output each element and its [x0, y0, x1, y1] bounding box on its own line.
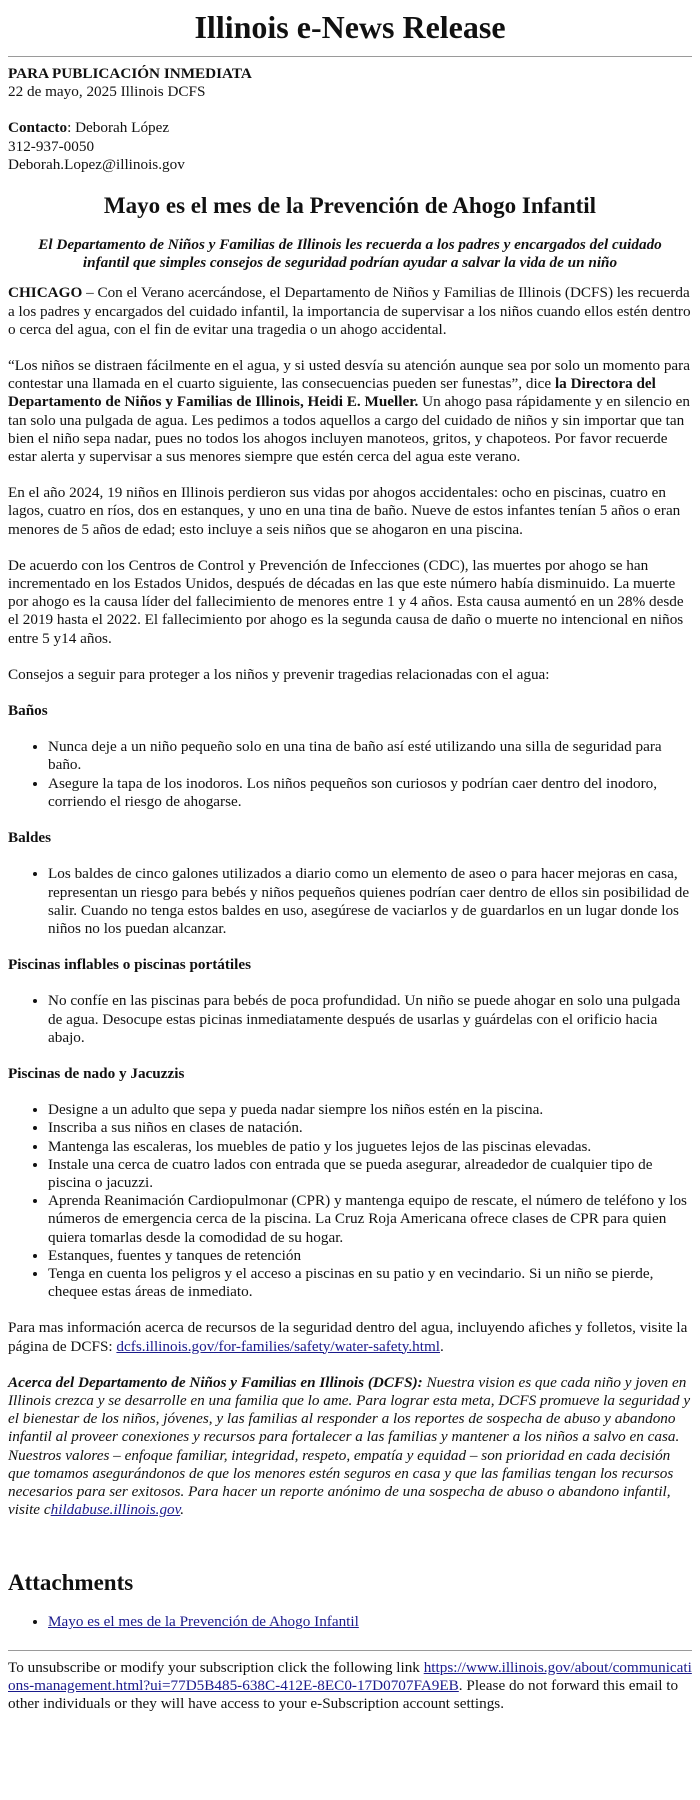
paragraph-intro: [8, 284, 692, 339]
section-title-banos: Baños: [8, 702, 48, 720]
list-banos: [8, 738, 692, 811]
release-date: 22 de mayo, 2025 Illinois DCFS: [8, 83, 206, 101]
contact-block: [8, 119, 692, 174]
attachment-link[interactable]: Mayo es el mes de la Prevención de Ahogo Infantil: [48, 1613, 359, 1631]
more-info-end: .: [440, 1337, 444, 1355]
email-page: [0, 8, 700, 1713]
quote-rest: Un ahogo pasa rápidamente y en silencio en tan solo una pulgada de agua. Les pedimos a todos aquellos a cargo del cuidado de niños y sin importar que tan bien el niño sepa nadar, pues no todos los ahogos incluyen manoteos, gritos, y chapoteos. Por favor recuerde estar alerta y supervisar a sus menores siempre que estén cerca del agua este verano.: [8, 393, 690, 466]
release-info: [8, 65, 692, 101]
list-item: • Designe a un adulto que sepa y pueda nadar siempre los niños estén en la piscina.: [48, 1101, 692, 1119]
paragraph-about-dcfs: [8, 1374, 692, 1520]
section-title-piscinas-nado: Piscinas de nado y Jacuzzis: [8, 1064, 185, 1082]
paragraph-cdc: De acuerdo con los Centros de Control y Prevención de Infecciones (CDC), las muertes por ahogo se han incrementado en los Estados Unidos, después de décadas en las que este número había disminuido. La muerte por ahogo es la causa líder del fallecimiento de menores entre 1 y 4 años. Esta causa aumentó en un 28% desde el 2019 hasta el 2022. El fallecimiento por ahogo es la segunda causa de daño o muerte no intencional en niños entre 5 y14 años.: [8, 556, 684, 647]
footer-unsubscribe: [8, 1659, 692, 1714]
list-item: • Inscriba a sus niños en clases de natación.: [48, 1119, 692, 1137]
contact-name: : Deborah López: [67, 119, 170, 137]
list-item: • Los baldes de cinco galones utilizados a diario como un elemento de aseo o para hacer mejoras en casa, representan un riesgo para bebés y niños pequeños quienes podrían caer dentro de ellos sin posibilidad de salir. Cuando no tenga estos baldes en uso, asegúrese de vaciarlos y de guardarlos en un lugar donde los niños no los puedan alcanzar.: [48, 865, 692, 938]
contact-label: Contacto: [8, 119, 68, 137]
list-piscinas-inflables: [8, 992, 692, 1047]
childabuse-link[interactable]: hildabuse.illinois.gov: [50, 1501, 181, 1519]
top-divider: [8, 56, 692, 57]
more-info-text: Para mas información acerca de recursos de la seguridad dentro del agua, incluyendo afiches y folletos, visite la página de DCFS:: [8, 1319, 688, 1355]
director-name: la Directora del Departamento de Niños y Familias de Illinois, Heidi E. Mueller.: [8, 375, 656, 411]
release-title: Illinois e-News Release: [194, 9, 506, 45]
subscription-management-link[interactable]: https://www.illinois.gov/about/communications-management.html?ui=77D5B485-638C-412E-8EC0-17D0707FA9EB: [8, 1658, 692, 1694]
list-item: • Estanques, fuentes y tanques de retención: [48, 1247, 692, 1265]
section-title-piscinas-inflables: Piscinas inflables o piscinas portátiles: [8, 956, 252, 974]
list-item: • Mantenga las escaleras, los muebles de patio y los juguetes lejos de las piscinas elevadas.: [48, 1138, 692, 1156]
attachment-item: [48, 1613, 692, 1631]
intro-text: – Con el Verano acercándose, el Departamento de Niños y Familias de Illinois (DCFS) les recuerda a los padres y encargados del cuidado infantil, la importancia de supervisar a los niños cuando ellos estén dentro o cerca del agua, con el fin de evitar una tragedia o un ahogo accidental.: [8, 284, 691, 338]
section-title-baldes: Baldes: [8, 829, 52, 847]
list-item: • No confíe en las piscinas para bebés de poca profundidad. Un niño se puede ahogar en solo una pulgada de agua. Desocupe estas picinas inmediatamente después de usarlas y guárdelas con el orificio hacia abajo.: [48, 992, 692, 1047]
list-item: • Nunca deje a un niño pequeño solo en una tina de baño así esté utilizando una silla de seguridad para baño.: [48, 738, 692, 774]
attachments-heading: Attachments: [8, 1570, 134, 1596]
list-baldes: [8, 865, 692, 938]
contact-email: Deborah.Lopez@illinois.gov: [8, 155, 185, 173]
list-piscinas-nado: [8, 1101, 692, 1301]
footer-text: To unsubscribe or modify your subscription click the following link: [8, 1658, 424, 1676]
release-label: PARA PUBLICACIÓN INMEDIATA: [8, 65, 252, 82]
paragraph-tips-intro: Consejos a seguir para proteger a los niños y prevenir tragedias relacionadas con el agua:: [8, 665, 550, 683]
paragraph-stats-2024: En el año 2024, 19 niños en Illinois perdieron sus vidas por ahogos accidentales: ocho en piscinas, cuatro en lagos, cuatro en ríos, dos en estanques, y uno en una tina de baño. Nueve de estos infantes tenían 5 años o eran menores de 5 años de edad; esto incluye a seis niños que se ahogaron en una piscina.: [8, 484, 681, 538]
about-text: Nuestra vision es que cada niño y joven en Illinois crezca y se desarrolle en una familia que lo ame. Para lograr esta meta, DCFS promueve la seguridad y el bienestar de los niños, jóvenes, y las familias al responder a los reportes de sospecha de abuso y abandono infantil al proveer conexiones y recursos para fortalecer a las familias y mantener a los niños a salvo en casa. Nuestros valores – enfoque familiar, integridad, respeto, empatía y equidad – son prioridad en cada decisión que tomamos asegurándonos de que los menores estén seguros en casa y que las familias tengan los recursos necesarios para ser exitosos. Para hacer un reporte anónimo de una sospecha de abuso o abandono infantil, visite c: [8, 1373, 691, 1519]
article-subhead: El Departamento de Niños y Familias de Illinois les recuerda a los padres y encargados del cuidado infantil que simples consejos de seguridad podrían ayudar a salvar la vida de un niño: [38, 236, 662, 272]
list-item: • Instale una cerca de cuatro lados con entrada que se pueda asegurar, alreadedor de cualquier tipo de piscina o jacuzzi.: [48, 1156, 692, 1192]
contact-phone: 312-937-0050: [8, 137, 95, 155]
list-item: • Tenga en cuenta los peligros y el acceso a piscinas en su patio y en vecindario. Si un niño se pierde, chequee estas áreas de inmediato.: [48, 1265, 692, 1301]
paragraph-more-info: [8, 1319, 692, 1355]
about-lead: Acerca del Departamento de Niños y Familias en Illinois (DCFS):: [8, 1373, 423, 1391]
footer-text-end: . Please do not forward this email to other individuals or they will have access to your e-Subscription account settings.: [8, 1676, 679, 1712]
list-item: • Asegure la tapa de los inodoros. Los niños pequeños son curiosos y podrían caer dentro del inodoro, corriendo el riesgo de ahogarse.: [48, 775, 692, 811]
list-item: • Aprenda Reanimación Cardiopulmonar (CPR) y mantenga equipo de rescate, el número de teléfono y los números de emergencia cerca de la piscina. La Cruz Roja Americana ofrece clases de CPR para quien quiera tomarlas desde la comodidad de su hogar.: [48, 1192, 692, 1247]
quote-text: “Los niños se distraen fácilmente en el agua, y si usted desvía su atención aunque sea por solo un momento para contestar una llamada en el cuarto siguiente, las consecuencias pueden ser funestas”, dice: [8, 357, 690, 393]
attachments-list: [8, 1613, 692, 1631]
about-end: .: [180, 1501, 185, 1519]
dateline: CHICAGO: [8, 284, 83, 302]
footer-divider: [8, 1650, 692, 1651]
water-safety-link[interactable]: dcfs.illinois.gov/for-families/safety/water-safety.html: [116, 1337, 441, 1355]
paragraph-quote: [8, 357, 692, 466]
article-headline: Mayo es el mes de la Prevención de Ahogo Infantil: [103, 193, 597, 219]
